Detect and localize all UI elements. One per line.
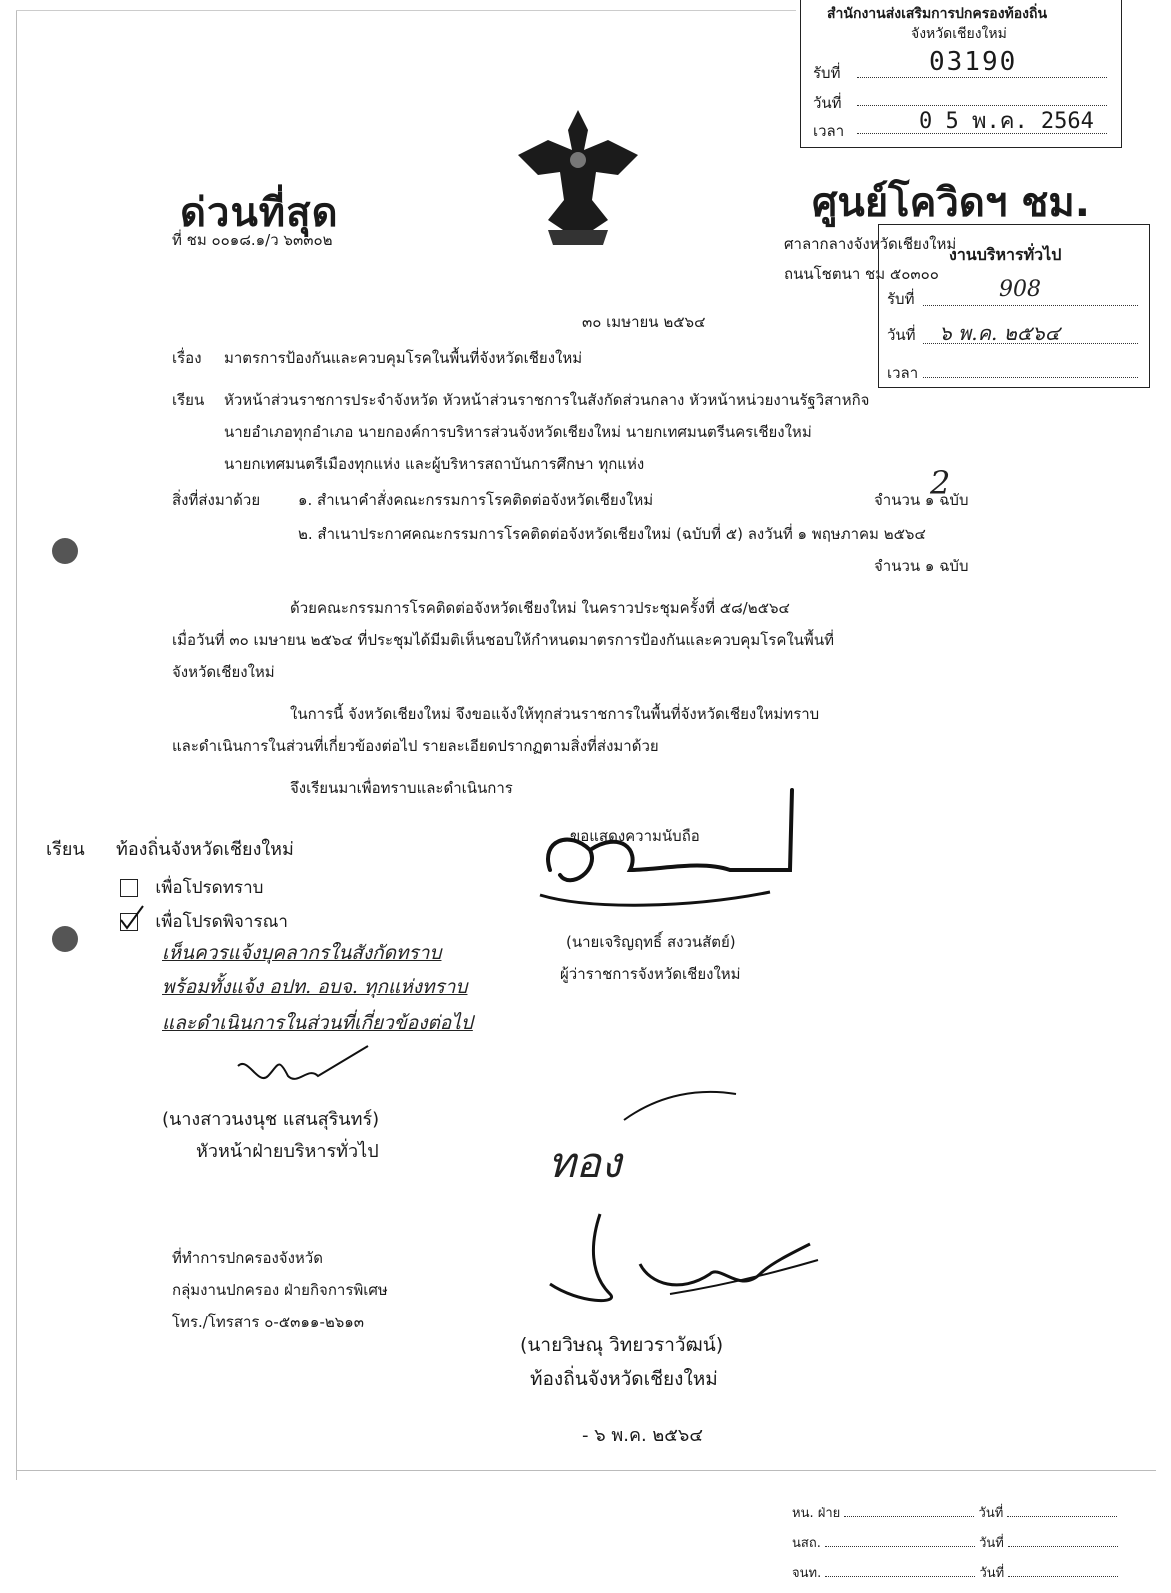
contact-line: ที่ทำการปกครองจังหวัด bbox=[172, 1249, 323, 1267]
memo-handwritten-line: พร้อมทั้งแจ้ง อปท. อบจ. ทุกแห่งทราบ bbox=[162, 976, 468, 998]
stamp-receive-no: 03190 bbox=[929, 47, 1018, 77]
memo-option-consider bbox=[120, 908, 288, 935]
dotted-line bbox=[857, 77, 1107, 78]
dotted-line bbox=[1008, 1546, 1118, 1547]
stamp-right-title: งานบริหารทั่วไป bbox=[949, 245, 1062, 264]
dotted-line bbox=[923, 305, 1138, 306]
paragraph-line: ในการนี้ จังหวัดเชียงใหม่ จึงขอแจ้งให้ทุกส่วนราชการในพื้นที่จังหวัดเชียงใหม่ทราบ bbox=[290, 705, 820, 723]
routing-date-label: วันที่ bbox=[979, 1566, 1005, 1581]
page-edge bbox=[16, 10, 17, 1480]
regards-text: ขอแสดงความนับถือ bbox=[570, 827, 700, 845]
stamp-date-value: 0 5 พ.ค. 2564 bbox=[919, 109, 1094, 134]
signer-name: (นายเจริญฤทธิ์ สงวนสัตย์) bbox=[566, 933, 736, 951]
to-label: เรียน bbox=[172, 391, 205, 409]
enclosure-qty-handwritten: 2 bbox=[930, 464, 951, 502]
receipt-stamp-right bbox=[878, 224, 1150, 388]
signer-title: ท้องถิ่นจังหวัดเชียงใหม่ bbox=[530, 1368, 718, 1390]
stamp-time-label: เวลา bbox=[813, 122, 845, 140]
document-number: ที่ ชม ๐๐๑๘.๑/ว ๖๓๓๐๒ bbox=[172, 231, 333, 249]
memo-signer-name: (นางสาวนงนุช แสนสุรินทร์) bbox=[162, 1109, 380, 1130]
signer-name: (นายวิษณุ วิทยวราวัฒน์) bbox=[520, 1334, 724, 1356]
routing-label: นสถ. bbox=[792, 1536, 821, 1551]
routing-row bbox=[792, 1562, 1118, 1583]
subject-label: เรื่อง bbox=[172, 349, 202, 367]
to-line: หัวหน้าส่วนราชการประจำจังหวัด หัวหน้าส่วนราชการในสังกัดส่วนกลาง หัวหน้าหน่วยงานรัฐวิสาหกิจ bbox=[224, 391, 870, 409]
paragraph-line: จังหวัดเชียงใหม่ bbox=[172, 663, 275, 681]
to-line: นายกเทศมนตรีเมืองทุกแห่ง และผู้บริหารสถาบันการศึกษา ทุกแห่ง bbox=[224, 455, 645, 473]
memo-signer-title: หัวหน้าฝ่ายบริหารทั่วไป bbox=[196, 1141, 379, 1162]
stamp-right-receive-no: 908 bbox=[999, 277, 1041, 302]
document-date: ๓๐ เมษายน ๒๕๖๔ bbox=[582, 313, 706, 331]
routing-row bbox=[792, 1532, 1118, 1553]
memo-to-label: เรียน bbox=[46, 839, 85, 860]
signer-title: ผู้ว่าราชการจังหวัดเชียงใหม่ bbox=[560, 965, 741, 983]
enclosure-qty: จำนวน ๑ ฉบับ bbox=[874, 557, 969, 575]
dotted-line bbox=[923, 377, 1138, 378]
dotted-line bbox=[844, 1516, 974, 1517]
stamp-right-date-value: ๖ พ.ค. ๒๕๖๔ bbox=[939, 321, 1060, 345]
paragraph-line: และดำเนินการในส่วนที่เกี่ยวข้องต่อไป รายละเอียดปรากฏตามสิ่งที่ส่งมาด้วย bbox=[172, 737, 659, 755]
enclosure-item: ๑. สำเนาคำสั่งคณะกรรมการโรคติดต่อจังหวัดเชียงใหม่ bbox=[298, 491, 654, 509]
memo-handwritten-line: และดำเนินการในส่วนที่เกี่ยวข้องต่อไป bbox=[162, 1012, 473, 1034]
garuda-emblem bbox=[508, 100, 648, 250]
dotted-line bbox=[825, 1576, 975, 1577]
contact-line: โทร./โทรสาร ๐-๕๓๑๑-๒๖๑๓ bbox=[172, 1313, 365, 1331]
enclosures-label: สิ่งที่ส่งมาด้วย bbox=[172, 491, 261, 509]
signature-local-admin bbox=[520, 1204, 820, 1324]
memo-to: ท้องถิ่นจังหวัดเชียงใหม่ bbox=[116, 839, 294, 860]
stamp-date-label: วันที่ bbox=[813, 94, 842, 112]
hole-punch bbox=[52, 926, 78, 952]
subject-text: มาตรการป้องกันและควบคุมโรคในพื้นที่จังหวัดเชียงใหม่ bbox=[224, 349, 583, 367]
routing-date-label: วันที่ bbox=[979, 1536, 1004, 1551]
option-label: เพื่อโปรดพิจารณา bbox=[155, 912, 288, 932]
paragraph-line: ด้วยคณะกรรมการโรคติดต่อจังหวัดเชียงใหม่ ในคราวประชุมครั้งที่ ๕๘/๒๕๖๔ bbox=[290, 599, 790, 617]
enclosure-qty: จำนวน ๑ ฉบับ bbox=[874, 491, 969, 509]
routing-row bbox=[792, 1502, 1117, 1523]
hole-punch bbox=[52, 538, 78, 564]
stamp-office: สำนักงานส่งเสริมการปกครองท้องถิ่น bbox=[827, 6, 1048, 22]
paragraph-line: เมื่อวันที่ ๓๐ เมษายน ๒๕๖๔ ที่ประชุมได้มีมติเห็นชอบให้กำหนดมาตรการป้องกันและควบคุมโรคในพื้นที่ bbox=[172, 631, 834, 649]
address-line-1: ศาลากลางจังหวัดเชียงใหม่ bbox=[784, 235, 957, 253]
signature-memo bbox=[218, 1036, 378, 1106]
enclosure-item: ๒. สำเนาประกาศคณะกรรมการโรคติดต่อจังหวัดเชียงใหม่ (ฉบับที่ ๕) ลงวันที่ ๑ พฤษภาคม ๒๕๖๔ bbox=[298, 525, 926, 543]
handwritten-note: ทอง bbox=[548, 1138, 622, 1187]
routing-label: หน. ฝ่าย bbox=[792, 1506, 841, 1521]
routing-label: จนท. bbox=[792, 1566, 822, 1581]
signer-date: - ๖ พ.ค. ๒๕๖๔ bbox=[582, 1425, 703, 1446]
receipt-stamp-top bbox=[800, 0, 1122, 148]
dotted-line bbox=[825, 1546, 975, 1547]
to-line: นายอำเภอทุกอำเภอ นายกองค์การบริหารส่วนจังหวัดเชียงใหม่ นายกเทศมนตรีนครเชียงใหม่ bbox=[224, 423, 812, 441]
closing-line: จึงเรียนมาเพื่อทราบและดำเนินการ bbox=[290, 779, 513, 797]
memo-option-inform bbox=[120, 874, 263, 901]
dotted-line bbox=[857, 133, 1107, 134]
option-label: เพื่อโปรดทราบ bbox=[155, 878, 264, 898]
urgency-label: ด่วนที่สุด bbox=[180, 190, 339, 236]
stamp-province: จังหวัดเชียงใหม่ bbox=[911, 26, 1007, 42]
page-edge bbox=[16, 1470, 1156, 1471]
address-line-2: ถนนโชตนา ชม ๕๐๓๐๐ bbox=[784, 265, 939, 283]
stamp-right-time-label: เวลา bbox=[887, 364, 919, 382]
stamp-right-receive-label: รับที่ bbox=[887, 290, 915, 308]
stamp-right-date-label: วันที่ bbox=[887, 326, 916, 344]
dotted-line bbox=[923, 343, 1138, 344]
covid-center-stamp: ศูนย์โควิดฯ ชม. bbox=[812, 180, 1090, 226]
routing-date-label: วันที่ bbox=[978, 1506, 1004, 1521]
stamp-receive-label: รับที่ bbox=[813, 64, 841, 82]
dotted-line bbox=[1008, 1576, 1118, 1577]
contact-line: กลุ่มงานปกครอง ฝ่ายกิจการพิเศษ bbox=[172, 1281, 388, 1299]
dotted-line bbox=[1007, 1516, 1117, 1517]
checkbox-checked bbox=[120, 913, 138, 931]
checkbox-unchecked bbox=[120, 879, 138, 897]
signature-governor bbox=[530, 780, 820, 920]
memo-handwritten-line: เห็นควรแจ้งบุคลากรในสังกัดทราบ bbox=[162, 942, 442, 964]
page-edge bbox=[16, 10, 796, 11]
handwritten-stroke bbox=[620, 1084, 740, 1124]
